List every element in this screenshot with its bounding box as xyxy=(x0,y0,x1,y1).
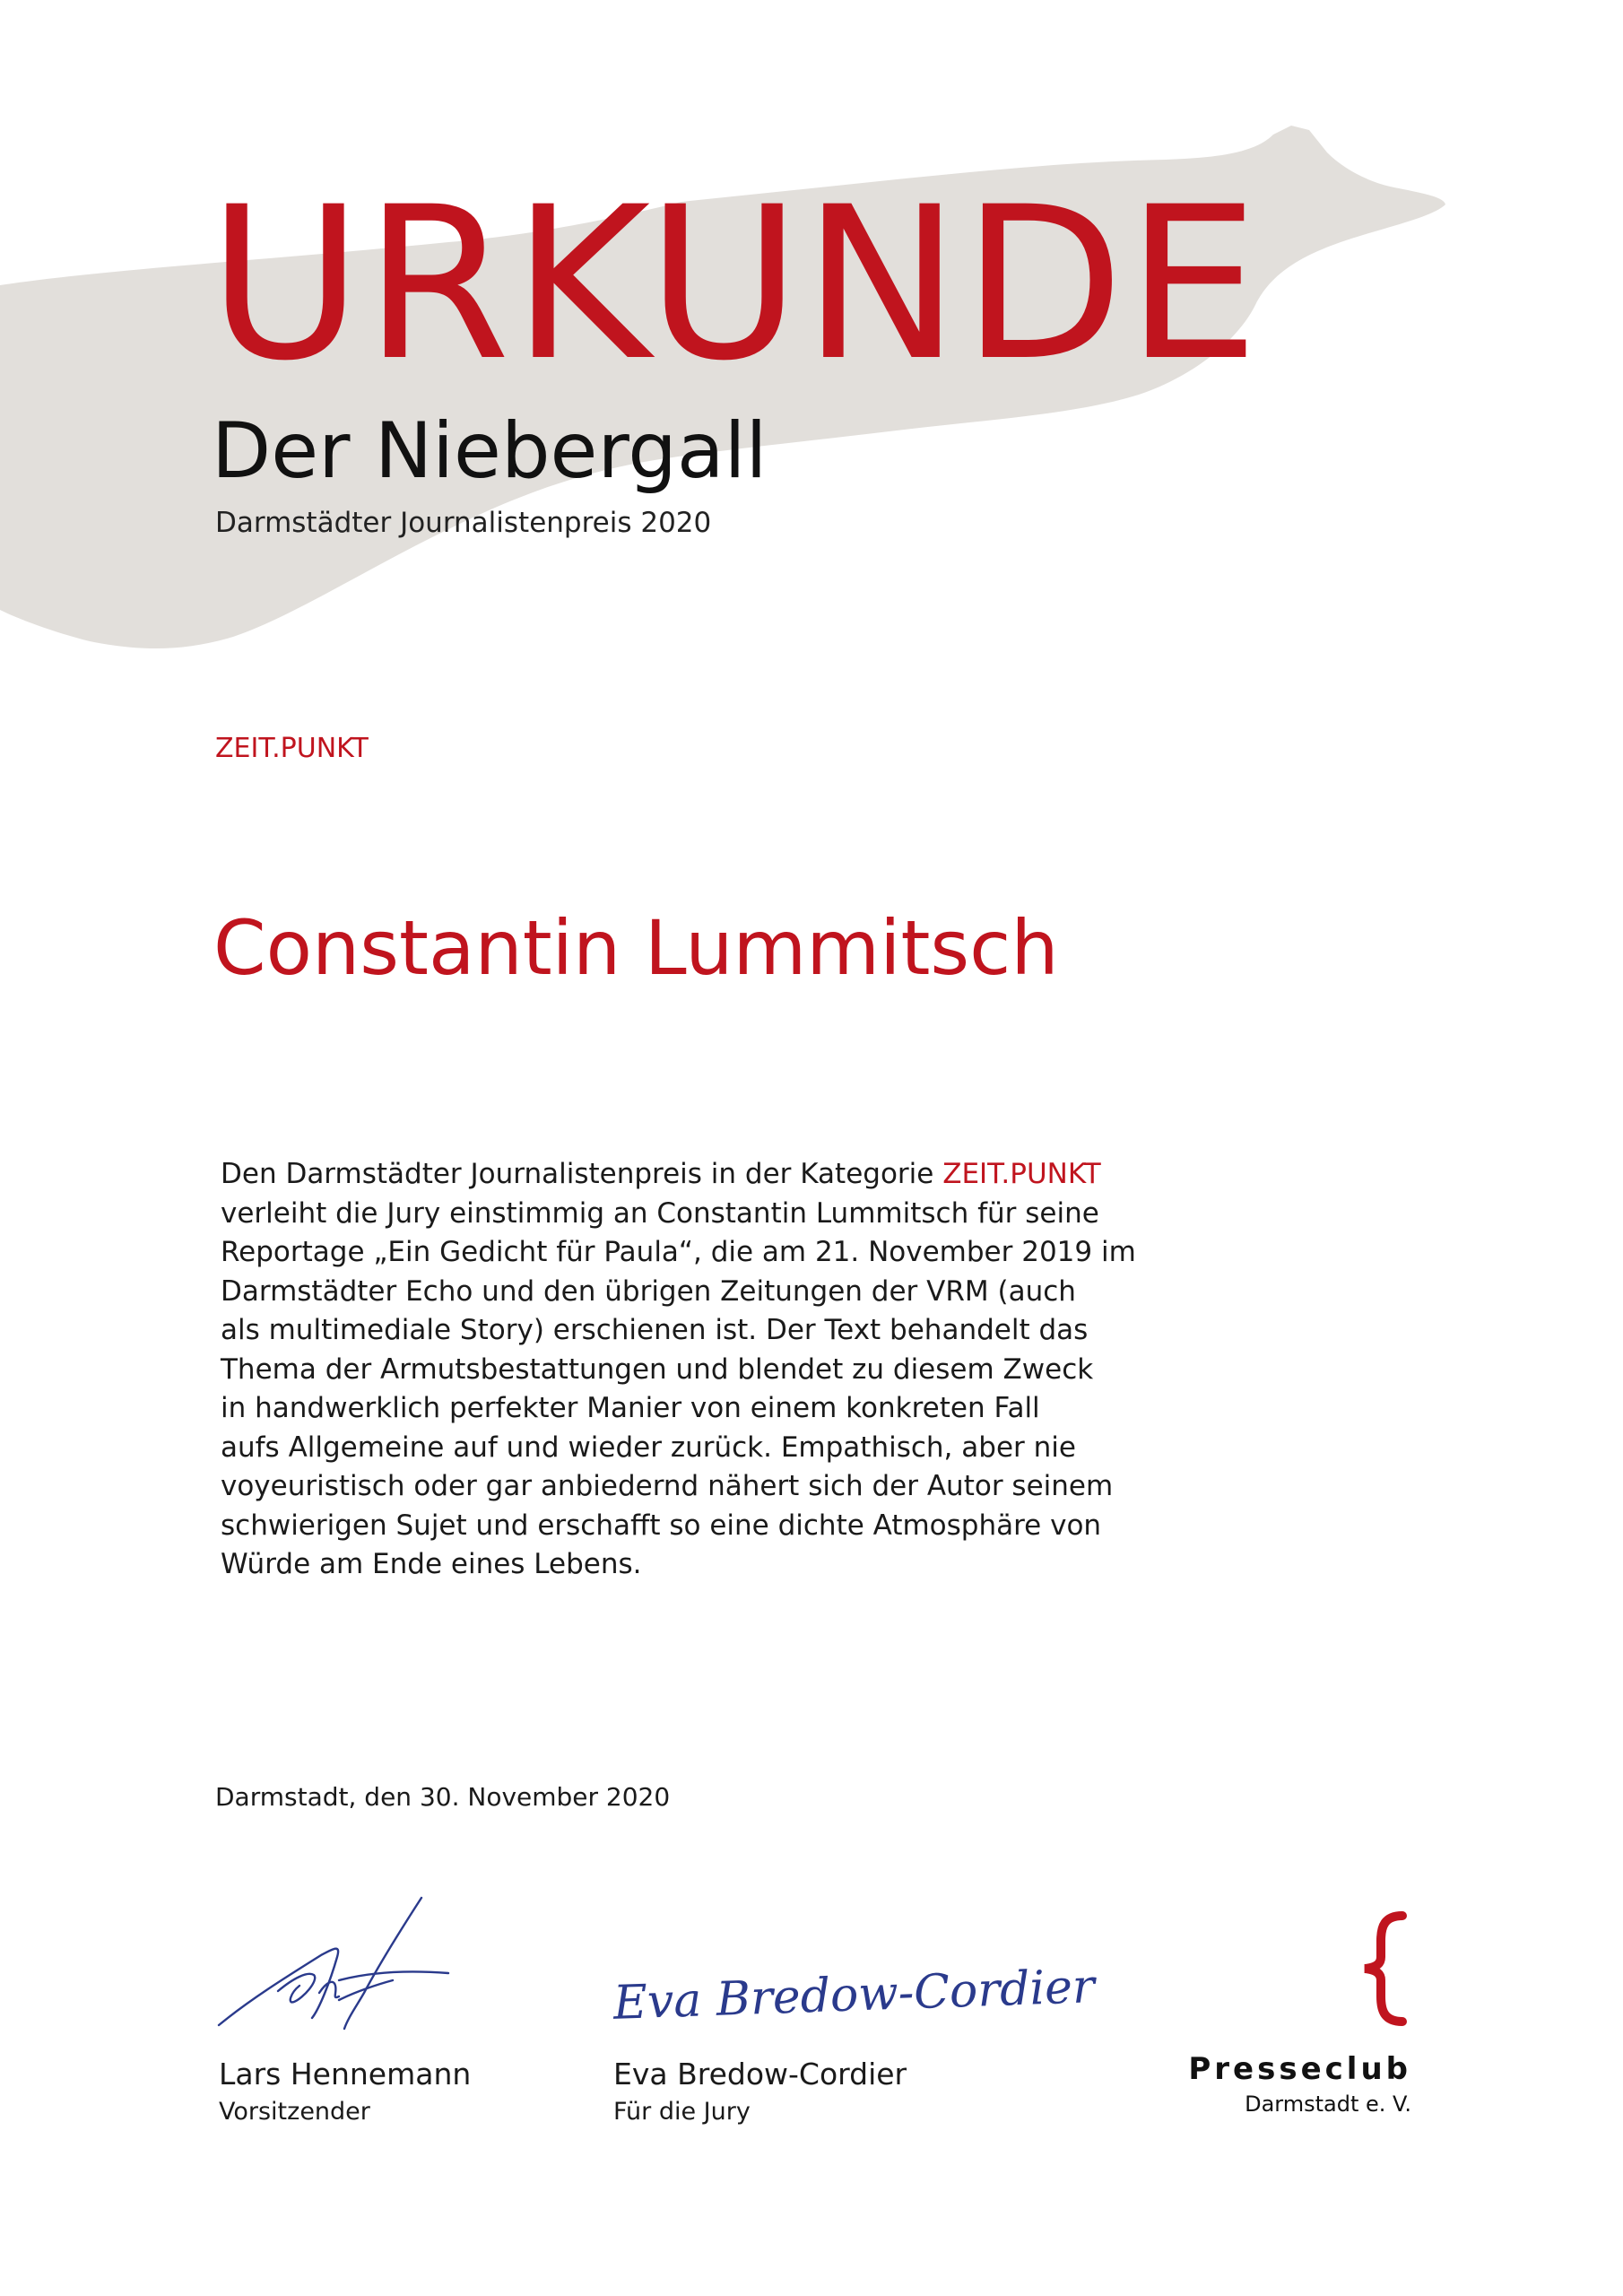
place-and-date: Darmstadt, den 30. November 2020 xyxy=(215,1782,671,1812)
certificate-title: URKUNDE xyxy=(208,162,1262,407)
signature-hennemann xyxy=(213,1892,456,2036)
award-description: Darmstädter Journalistenpreis 2020 xyxy=(215,507,712,539)
laudation-line: Thema der Armutsbestattungen und blendet zu diesem Zweck xyxy=(221,1352,1094,1386)
laudation-line: aufs Allgemeine auf und wieder zurück. Empathisch, aber nie xyxy=(221,1431,1076,1464)
laudation-line: Darmstädter Echo und den übrigen Zeitungen der VRM (auch xyxy=(221,1274,1076,1308)
award-name: Der Niebergall xyxy=(212,406,768,496)
award-category: ZEIT.PUNKT xyxy=(215,733,369,764)
laudation-line: verleiht die Jury einstimmig an Constantin Lummitsch für seine xyxy=(221,1196,1099,1230)
laudation-text xyxy=(221,1155,1136,1585)
laudation-line: in handwerklich perfekter Manier von einem konkreten Fall xyxy=(221,1392,1040,1424)
logo-subtitle: Darmstadt e. V. xyxy=(1245,2092,1411,2117)
laudation-line: als multimediale Story) erschienen ist. Der Text behandelt das xyxy=(221,1314,1089,1346)
laudation-category-highlight: ZEIT.PUNKT xyxy=(942,1158,1101,1190)
laudation-line xyxy=(221,1155,1117,1195)
signer-name: Eva Bredow-Cordier xyxy=(613,2057,907,2092)
presseclub-logo xyxy=(1142,1910,1411,2115)
laudation-line: voyeuristisch oder gar anbiedernd nähert sich der Autor seinem xyxy=(221,1470,1114,1502)
laudation-line: Würde am Ende eines Lebens. xyxy=(221,1548,642,1580)
signer-role: Für die Jury xyxy=(613,2098,751,2126)
logo-brand: Presseclub xyxy=(1188,2051,1411,2087)
signer-role: Vorsitzender xyxy=(219,2098,370,2126)
signer-bredow-cordier xyxy=(613,2059,907,2124)
laudation-line: schwierigen Sujet und erschafft so eine dichte Atmosphäre von xyxy=(221,1509,1102,1542)
signer-hennemann xyxy=(219,2059,471,2124)
handwritten-signature-text: Eva Bredow-Cordier xyxy=(612,1960,1096,2031)
laudation-line-intro: Den Darmstädter Journalistenpreis in der Kategorie xyxy=(221,1158,943,1190)
signature-bredow-cordier xyxy=(610,1955,1096,2036)
signer-name: Lars Hennemann xyxy=(219,2057,472,2092)
curly-brace-icon xyxy=(1358,1910,1411,2027)
laudation-line: Reportage „Ein Gedicht für Paula“, die am 21. November 2019 im xyxy=(221,1236,1136,1268)
winner-name: Constantin Lummitsch xyxy=(213,904,1059,992)
